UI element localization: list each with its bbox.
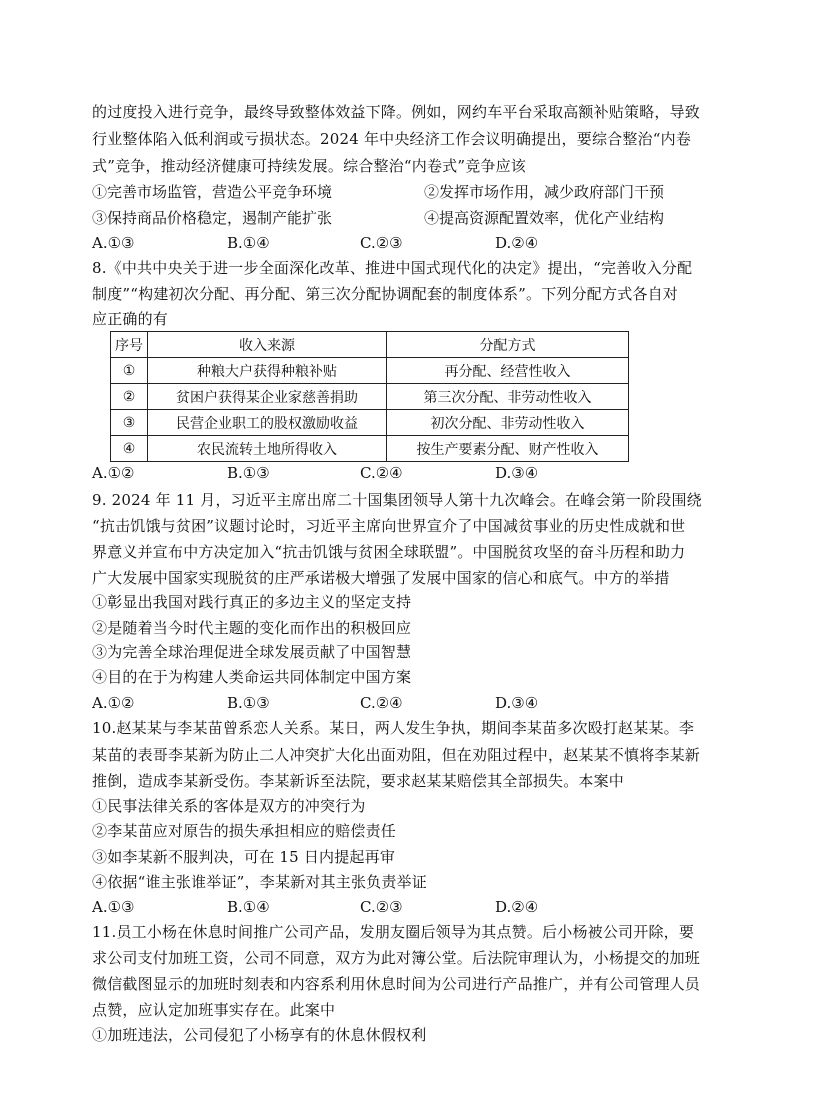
table-cell: 种粮大户获得种粮补贴 <box>148 358 387 384</box>
q7-statement-4: ④提高资源配置效率，优化产业结构 <box>424 209 665 227</box>
q10-choice-c: C.②③ <box>360 898 403 916</box>
q10-text-line: 10.赵某某与李某苗曾系恋人关系。某日，两人发生争执，期间李某苗多次殴打赵某某。李 <box>92 719 695 737</box>
q11-text-line: 求公司支付加班工资，公司不同意，双方为此对簿公堂。后法院审理认为，小杨提交的加班 <box>92 949 701 967</box>
table-cell: 民营企业职工的股权激励收益 <box>148 410 387 436</box>
q8-text-line: 8.《中共中央关于进一步全面深化改革、推进中国式现代化的决定》提出，“完善收入分配 <box>92 259 693 277</box>
q9-choice-c: C.②④ <box>360 694 403 712</box>
q9-choice-d: D.③④ <box>495 694 539 712</box>
table-cell: ③ <box>111 410 148 436</box>
table-cell: 按生产要素分配、财产性收入 <box>387 436 629 462</box>
q10-choice-a: A.①③ <box>92 898 135 916</box>
q7-text-line: 式”竞争，推动经济健康可持续发展。综合整治“内卷式”竞争应该 <box>92 157 527 175</box>
q11-statement-1: ①加班违法，公司侵犯了小杨享有的休息休假权利 <box>92 1026 427 1044</box>
q10-statement-1: ①民事法律关系的客体是双方的冲突行为 <box>92 797 366 815</box>
q7-statement-1: ①完善市场监管，营造公平竞争环境 <box>92 183 333 201</box>
q10-statement-3: ③如李某新不服判决，可在 15 日内提起再审 <box>92 848 396 866</box>
q8-choice-a: A.①② <box>92 464 135 482</box>
table-cell: 第三次分配、非劳动性收入 <box>387 384 629 410</box>
table-header: 分配方式 <box>387 332 629 358</box>
distribution-table <box>110 331 629 462</box>
table-cell: 贫困户获得某企业家慈善捐助 <box>148 384 387 410</box>
table-header-row <box>111 332 629 358</box>
table-cell: 初次分配、非劳动性收入 <box>387 410 629 436</box>
q9-choice-a: A.①② <box>92 694 135 712</box>
q7-choice-d: D.②④ <box>495 234 539 252</box>
table-cell: ① <box>111 358 148 384</box>
q7-statement-3: ③保持商品价格稳定，遏制产能扩张 <box>92 209 333 227</box>
table-header: 序号 <box>111 332 148 358</box>
q9-statement-1: ①彰显出我国对践行真正的多边主义的坚定支持 <box>92 593 412 611</box>
q9-statement-4: ④目的在于为构建人类命运共同体制定中国方案 <box>92 668 412 686</box>
q7-choice-c: C.②③ <box>360 234 403 252</box>
table-cell: 农民流转土地所得收入 <box>148 436 387 462</box>
table-cell: 再分配、经营性收入 <box>387 358 629 384</box>
q10-statement-2: ②李某苗应对原告的损失承担相应的赔偿责任 <box>92 822 397 840</box>
q8-choice-b: B.①③ <box>227 464 270 482</box>
table-row <box>111 436 629 462</box>
q8-choice-d: D.③④ <box>495 464 539 482</box>
q10-choice-b: B.①④ <box>227 898 270 916</box>
q8-text-line: 制度”“构建初次分配、再分配、第三次分配协调配套的制度体系”。下列分配方式各自对 <box>92 285 679 303</box>
q10-text-line: 某苗的表哥李某新为防止二人冲突扩大化出面劝阻，但在劝阻过程中，赵某某不慎将李某新 <box>92 746 701 764</box>
q10-statement-4: ④依据“谁主张谁举证”，李某新对其主张负责举证 <box>92 873 427 891</box>
q7-choice-a: A.①③ <box>92 234 135 252</box>
table-header: 收入来源 <box>148 332 387 358</box>
q9-statement-2: ②是随着当今时代主题的变化而作出的积极回应 <box>92 619 412 637</box>
q9-text-line: “抗击饥饿与贫困”议题讨论时，习近平主席向世界宣介了中国减贫事业的历史性成就和世 <box>92 517 686 535</box>
q9-text-line: 广大发展中国家实现脱贫的庄严承诺极大增强了发展中国家的信心和底气。中方的举措 <box>92 569 670 587</box>
q7-statement-2: ②发挥市场作用，减少政府部门干预 <box>424 183 665 201</box>
q10-text-line: 推倒，造成李某新受伤。李某新诉至法院，要求赵某某赔偿其全部损失。本案中 <box>92 772 625 790</box>
q11-text-line: 11.员工小杨在休息时间推广公司产品，发朋友圈后领导为其点赞。后小杨被公司开除，要 <box>92 923 695 941</box>
table-row <box>111 410 629 436</box>
q9-statement-3: ③为完善全球治理促进全球发展贡献了中国智慧 <box>92 643 412 661</box>
q11-text-line: 微信截图显示的加班时刻表和内容系利用休息时间为公司进行产品推广，并有公司管理人员 <box>92 975 701 993</box>
table-row <box>111 358 629 384</box>
q7-choice-b: B.①④ <box>227 234 270 252</box>
table-row <box>111 384 629 410</box>
q9-choice-b: B.①③ <box>227 694 270 712</box>
q9-text-line: 9. 2024 年 11 月，习近平主席出席二十国集团领导人第十九次峰会。在峰会第一阶段围绕 <box>92 491 702 509</box>
q9-text-line: 界意义并宣布中方决定加入“抗击饥饿与贫困全球联盟”。中国脱贫攻坚的奋斗历程和助力 <box>92 543 686 561</box>
q7-text-line: 行业整体陷入低利润或亏损状态。2024 年中央经济工作会议明确提出，要综合整治“内卷 <box>92 130 692 148</box>
q8-text-line: 应正确的有 <box>92 310 169 328</box>
q11-text-line: 点赞，应认定加班事实存在。此案中 <box>92 1001 336 1019</box>
table-cell: ④ <box>111 436 148 462</box>
q7-text-line: 的过度投入进行竞争，最终导致整体效益下降。例如，网约车平台采取高额补贴策略，导致 <box>92 103 701 121</box>
q10-choice-d: D.②④ <box>495 898 539 916</box>
table-cell: ② <box>111 384 148 410</box>
q8-choice-c: C.②④ <box>360 464 403 482</box>
